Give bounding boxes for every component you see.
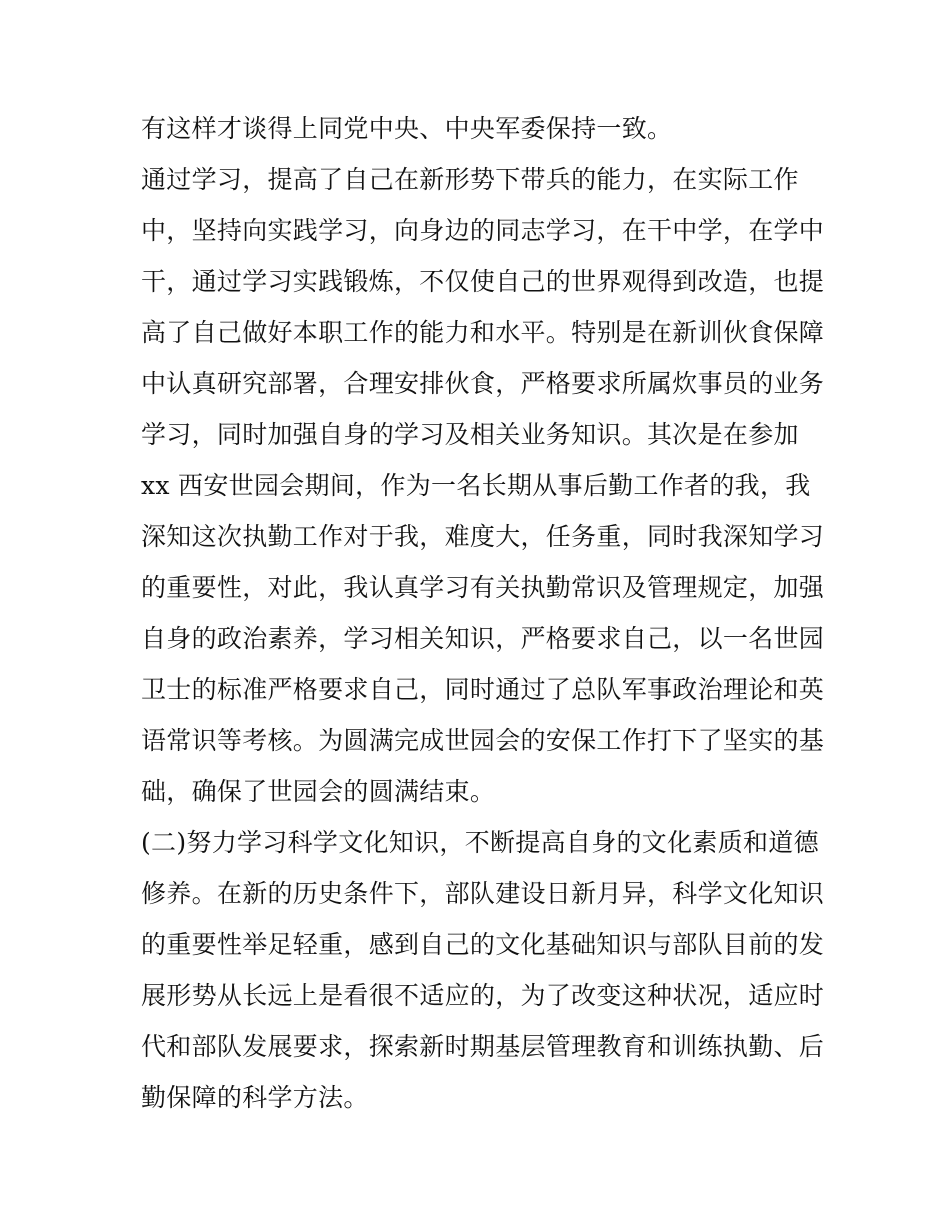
text-line: 展形势从长远上是看很不适应的，为了改变这种状况，适应时 (141, 981, 825, 1010)
text-line: 有这样才谈得上同党中央、中央军委保持一致。 (141, 114, 673, 143)
text-line: 的重要性，对此，我认真学习有关执勤常识及管理规定，加强 (141, 573, 825, 602)
text-line: 中认真研究部署，合理安排伙食，严格要求所属炊事员的业务 (141, 369, 825, 398)
text-line: 通过学习，提高了自己在新形势下带兵的能力，在实际工作 (141, 165, 799, 194)
text-line: 深知这次执勤工作对于我，难度大，任务重，同时我深知学习 (141, 522, 825, 551)
text-line: 干，通过学习实践锻炼，不仅使自己的世界观得到改造，也提 (141, 267, 825, 296)
text-line: 学习，同时加强自身的学习及相关业务知识。其次是在参加 (141, 420, 799, 449)
text-line: 自身的政治素养，学习相关知识，严格要求自己，以一名世园 (141, 624, 825, 653)
text-line: 高了自己做好本职工作的能力和水平。特别是在新训伙食保障 (141, 318, 825, 347)
text-line: 代和部队发展要求，探索新时期基层管理教育和训练执勤、后 (141, 1032, 825, 1061)
text-line: 卫士的标准严格要求自己，同时通过了总队军事政治理论和英 (141, 675, 825, 704)
text-line: 中，坚持向实践学习，向身边的同志学习，在干中学，在学中 (141, 216, 825, 245)
text-line: (二)努力学习科学文化知识，不断提高自身的文化素质和道德 (141, 828, 819, 857)
text-line: 的重要性举足轻重，感到自己的文化基础知识与部队目前的发 (141, 930, 825, 959)
text-line: 础，确保了世园会的圆满结束。 (141, 777, 496, 806)
text-line: xx 西安世园会期间，作为一名长期从事后勤工作者的我，我 (141, 471, 811, 500)
text-line: 修养。在新的历史条件下，部队建设日新月异，科学文化知识 (141, 879, 825, 908)
text-line: 语常识等考核。为圆满完成世园会的安保工作打下了坚实的基 (141, 726, 825, 755)
text-line: 勤保障的科学方法。 (141, 1083, 369, 1112)
